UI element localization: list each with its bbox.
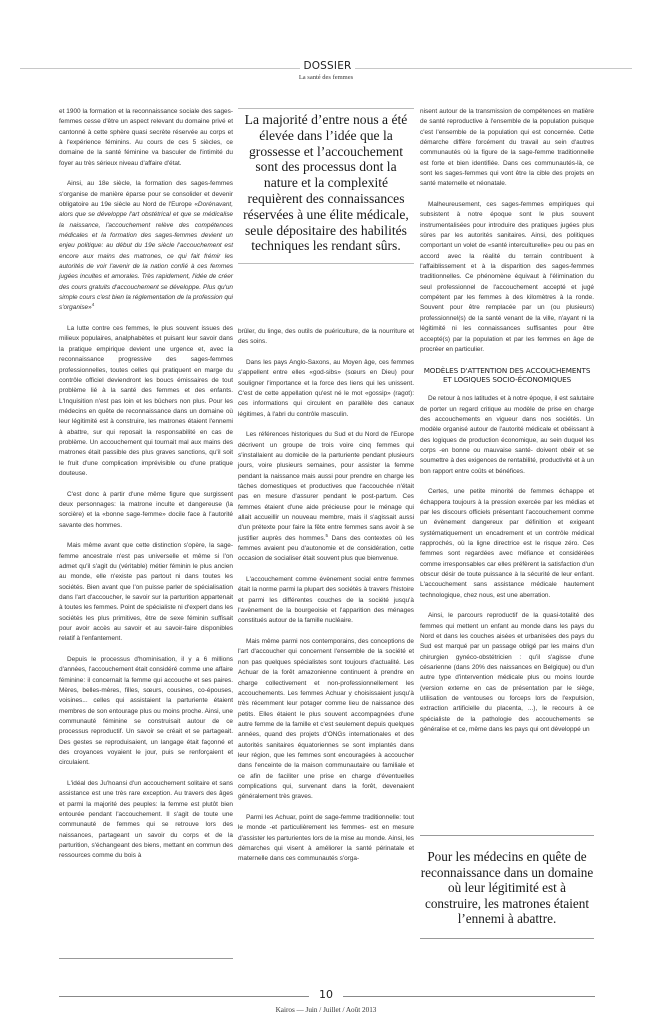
- section-heading: MODÈLES D'ATTENTION DES ACCOUCHEMENTS ET LOGIQUES SOCIO-ÉCONOMIQUES: [423, 365, 591, 384]
- paragraph: L'idéal des Ju'hoansi d'un accouchement solitaire et sans assistance est une très rare exception. Au travers des âges et parmi la majorité des peuples: la femme est plutôt bien entourée pendant l'accouchement. Il s'agit de toute une communauté de femmes qui se retrouve lors des naissances, partageant un savoir du corps et de la parturition, s'échangeant des biens, mettant en commun des ressources comme du bois à: [59, 780, 233, 860]
- header-rule-left: [20, 68, 300, 69]
- paragraph: Ainsi, le parcours reproductif de la quasi-totalité des femmes qui mettent un enfant au monde dans les pays du Nord et dans les couches aisées et urbanisées des pays du Sud est marqué par un passage obligé par les mains d'un chirurgien gynéco-obstétricien : qu'il s'agisse d'une césarienne (dans 20% des naissances en Belgique) ou d'un autre type d'intervention médicale plus ou moins lourde (version externe en cas de présentation par le siège, utilisation de ventouses ou forceps lors de l'expulsion, extraction artificielle du placenta, ...), le recours à ce spécialiste de la pathologie des accouchements se généralise et ce, même dans les pays qui ont développé un: [420, 612, 594, 734]
- quoted-passage: Dorénavant, alors que se développe l'art obstétrical et que se médicalise la naissance, l'accouchement relève des compétences médicales et la formation des sages-femmes devient un enjeu politique: au début du 19e siècle l'accouchement est encore aux mains des matrones, ce qui fait frémir les autorités de voir l'avenir de la nation confié à ces femmes jugées incultes et amorales. Très rapidement, l'idée de créer des cours gratuits d'accouchement se développe. Plus qu'un simple cours c'est bien la réglementation de la profession qui s'organise: [59, 201, 233, 312]
- paragraph: Parmi les Achuar, point de sage-femme traditionnelle: tout le monde -et particulièrement les femmes- est en mesure d'assister les parturientes lors de la mise au monde. Ainsi, les démarches qui visent à améliorer la santé périnatale et maternelle dans ces communautés s'orga-: [238, 813, 414, 863]
- paragraph: La lutte contre ces femmes, le plus souvent issues des milieux populaires, analphabètes et puisant leur savoir dans la pratique empirique devient une urgence et, avec la reconnaissance progressive des sages-femmes professionnelles, toutes celles qui pratiquent en marge du contrôle officiel deviendront les boucs émissaires de tout problème lié à la santé des femmes et des enfants. L'Inquisition n'est pas loin et les bûchers non plus. Pour les médecins en quête de reconnaissance dans un domaine où leur légitimité est à construire, les matrones étaient l'ennemi à abattre, sur qui reposait la responsabilité en cas de problème. Un accouchement qui tournait mal aux mains des matrones était passible des plus graves sanctions, qu'il soit le fruit d'une complication imprévisible ou d'une pratique douteuse.: [59, 325, 233, 477]
- footnote-divider: [59, 958, 233, 959]
- footer-rule-right: [343, 996, 595, 997]
- paragraph: [238, 430, 414, 564]
- footnote-ref[interactable]: 4: [91, 302, 95, 308]
- paragraph-text: Les références historiques du Sud et du Nord de l'Europe décrivent un groupe de trois voire cinq femmes qui s'installaient au domicile de la parturiente pendant plusieurs jours, voire plusieurs semaines, pour assister la femme pendant la naissance mais aussi pour prendre en charge les tâches domestiques et productives que l'accouchée n'était pas en mesure d'assurer pendant le post-partum. Ces femmes étaient d'une aide précieuse pour le ménage qui allait accueillir un nouveau membre, mais il s'agissait aussi d'un prétexte pour faire la fête entre femmes sans avoir à se justifier auprès des hommes.: [238, 431, 414, 542]
- paragraph: nisent autour de la transmission de compétences en matière de santé reproductive à l'ensemble de la population puisque c'est l'ensemble de la population qui est concernée. Cette démarche diffère forcément du travail au sein d'autres communautés où la figure de la sage-femme traditionnelle est forte et bien identifiée. Dans ces communautés-là, ce sont les sages-femmes qui vont être la cible des projets en santé maternelle et néonatale.: [420, 108, 594, 188]
- pull-quote-text: La majorité d’entre nous a été élevée dans l’idée que la grossesse et l’accouchement sont des processus dont la nature et la complexité requièrent des connaissances réservées à une élite médicale, seule dépositaire des habilités techniques les rendant sûrs.: [243, 112, 409, 254]
- pull-quote-rule-bottom: [238, 263, 414, 264]
- footnote-ref[interactable]: 5: [325, 532, 329, 538]
- paragraph: Mais même avant que cette distinction s'opère, la sage-femme ancestrale n'est pas universelle et même si l'on admet qu'il s'agit du (véritable) métier féminin le plus ancien au monde, elle n'existe pas partout ni dans toutes les sociétés. Bien avant que l'on puisse parler de spécialisation dans l'art d'accoucher, le savoir sur la parturition appartenait à toutes les femmes. Point de spécialiste ni d'expert dans les sociétés les plus primitives, être de sexe féminin suffisait pour avoir accès au savoir et au savoir-faire disponibles relatif à l'enfantement.: [59, 542, 233, 643]
- footer-rule-left: [59, 996, 309, 997]
- article-column-3: [420, 107, 594, 746]
- page-number: 10: [319, 988, 333, 1001]
- pull-quote-rule-bottom: [420, 938, 594, 939]
- issue-info: Kairos — Juin / Juillet / Août 2013: [275, 1006, 377, 1014]
- pull-quote-text: Pour les médecins en quête de reconnaissance dans un domaine où leur légitimité est à construire, les matrones étaient l’ennemi à abattre.: [420, 849, 594, 927]
- paragraph: De retour à nos latitudes et à notre époque, il est salutaire de porter un regard critique au modèle de prise en charge des accouchements en vigueur dans nos sociétés. Un modèle organisé autour de l'autorité médicale et obéissant à des logiques de production économique, au sein duquel les corps -en bonne ou mauvaise santé- doivent obéir et se soumettre à des exigences de rentabilité, productivité et à un bon rapport entre coûts et bénéfices.: [420, 395, 594, 475]
- page-header: [0, 60, 652, 90]
- article-column-1: [59, 107, 233, 872]
- paragraph-text: Dans des contextes où les femmes avaient peu d'autonomie et de considération, cette occasion de socialiser était souvent plus que bienvenue.: [238, 534, 415, 563]
- paragraph: C'est donc à partir d'une même figure que surgissent deux personnages: la matrone inculte et dangereuse (la sorcière) et la «bonne sage-femme» docile face à l'autorité savante des hommes.: [59, 490, 233, 529]
- paragraph: Malheureusement, ces sages-femmes empiriques qui subsistent à notre époque sont le plus souvent instrumentalisées pour introduire des pratiques jugées plus sûres par les autorités sanitaires. Ainsi, des politiques comportant un volet de «santé interculturelle» peu ou pas en accord avec la réalité du terrain contribuent à l'affaiblissement et à la disparition des sages-femmes traditionnelles. Ce phénomène équivaut à l'élimination du seul professionnel de l'accouchement accepté et jugé compétent par les femmes à des kilomètres à la ronde. Souvent pour être remplacée par un (ou plusieurs) professionnel(s) de la santé venant de la ville, n'ayant ni la légitimité ni les connaissances suffisantes pour être accepté(s) par la population et par les femmes en âge de procréer en particulier.: [420, 201, 594, 353]
- paragraph: Certes, une petite minorité de femmes échappe et échappera toujours à la pression exercée par les médias et par les discours officiels présentant l'accouchement comme un évènement dangereux par définition et exigeant systématiquement un encadrement et un contrôle médical rapprochés, où la ligne directrice est le risque zéro. Ces femmes sont regardées avec méfiance et considérées comme irresponsables car elles préfèrent la satisfaction d'un obscur désir de toute puissance à la sécurité de leur enfant. L'accouchement sans assistance médicale hautement technologique, chez nous, est une aberration.: [420, 488, 594, 599]
- paragraph: Dans les pays Anglo-Saxons, au Moyen âge, ces femmes s'appellent entre elles «god-sibs» (sœurs en Dieu) pour souligner l'importance et la force des liens qui les unissent. C'est de cette appellation qu'est né le mot «gossip» (ragot): ces informations qui circulent en parallèle des canaux légitimes, à l'abri du contrôle masculin.: [238, 358, 414, 418]
- header-rule-right: [355, 68, 632, 69]
- paragraph: [59, 179, 233, 313]
- paragraph: Mais même parmi nos contemporains, des conceptions de l'art d'accoucher qui concernent l'ensemble de la société et non pas quelques spécialistes sont toujours d'actualité. Les Achuar de la forêt amazonienne continuent à prendre en charge collectivement et non-professionnellement les accouchements. Les femmes Achuar y choisissaient jusqu'à très récemment leur potager comme lieu de naissance des petits. Elles étaient le plus souvent accompagnées d'une autre femme de la famille et c'est seulement depuis quelques années, quand des projets d'ONGs internationales et des autorités sanitaires équatoriennes se sont implantés dans leur région, que les femmes sont encouragées à accoucher dans l'enceinte de la maison communautaire ou familiale et ce afin de faciliter une prise en charge d'éventuelles complications qui, survenant dans la forêt, devenaient généralement très graves.: [238, 638, 414, 801]
- paragraph: L'accouchement comme évènement social entre femmes était la norme parmi la plupart des sociétés à travers l'histoire et parmi les différentes couches de la société jusqu'à l'avènement de la bourgeoisie et l'apparition des ménages constitués autour de la famille nucléaire.: [238, 576, 414, 625]
- pull-quote-2: [420, 849, 594, 927]
- paragraph: Depuis le processus d'hominisation, il y a 6 millions d'années, l'accouchement était considéré comme une affaire féminine: il concernait la femme qui accouche et ses paires. Mères, belles-mères, filles, sœurs, cousines, co-épouses, voisines... celles qui assistaient la parturiente étaient membres de son entourage plus ou moins proche. Ainsi, une communauté féminine se construisait autour de ce processus reproductif. Un savoir se créait et se partageait. Des gestes se reproduisaient, un langage était façonné et des croyances voyaient le jour, puis se renforçaient et circulaient.: [59, 655, 233, 767]
- quote-close: »: [88, 304, 92, 312]
- pull-quote-1: [238, 112, 414, 254]
- section-kicker: DOSSIER: [303, 60, 352, 72]
- paragraph: et 1900 la formation et la reconnaissance sociale des sages-femmes cesse d'être un aspect relevant du domaine privé et cantonné à cette sphère quasi secrète réservée au corps et à l'expérience féminins. Au cours de ces 5 siècles, ce domaine de la santé féminine va basculer de l'intimité du foyer au très sérieux niveau d'affaire d'état.: [59, 108, 233, 167]
- article-column-2: [238, 327, 414, 875]
- paragraph: brûler, du linge, des outils de puériculture, de la nourriture et des soins.: [238, 328, 414, 346]
- paragraph-lead: Ainsi, au 18e siècle, la formation des sages-femmes s'organise de manière éparse pour se consolider et devenir obligatoire au 19e siècle au Nord de l'Europe «: [59, 180, 233, 209]
- section-subtitle: La santé des femmes: [298, 74, 354, 81]
- pull-quote-rule-top: [420, 835, 594, 836]
- pull-quote-rule-top: [238, 108, 414, 109]
